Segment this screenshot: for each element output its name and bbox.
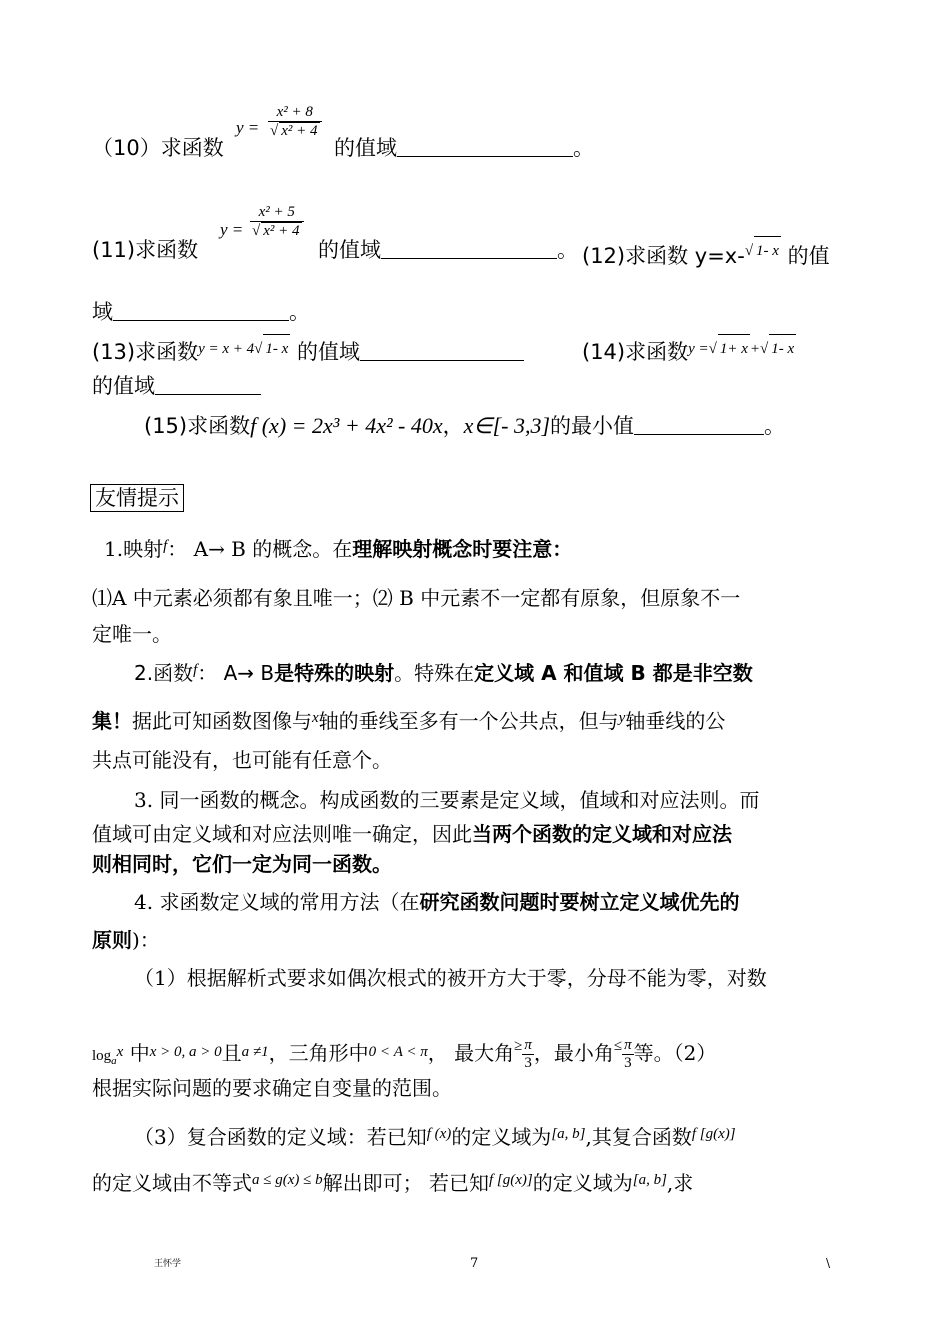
tip2-f: f — [193, 662, 198, 678]
ge-sign: ≥ — [514, 1038, 523, 1054]
q10-numerator: x² + 8 — [268, 104, 322, 122]
tip1-head: 1.映射 — [104, 537, 164, 561]
tip2-normal: 。特殊在 — [394, 661, 475, 685]
q15-formula: f (x) = 2x³ + 4x² - 40x — [250, 413, 443, 438]
q10-end: 。 — [573, 136, 594, 160]
tip2-line2-p3: 轴垂线的公 — [625, 709, 726, 733]
tip2-bold2: 定义域 A 和值域 B 都是非空数 — [474, 661, 753, 685]
tip2-line2-p2: 轴的垂线至多有一个公共点，但与 — [318, 709, 619, 733]
q15-domain: x∈[- 3,3] — [463, 413, 551, 438]
q14-label: (14)求函数 — [582, 340, 689, 364]
q10-blank[interactable] — [397, 136, 573, 157]
log-base: a — [111, 1055, 117, 1067]
q11-numerator: x² + 5 — [250, 204, 304, 222]
tips-title: 友情提示 — [90, 484, 184, 512]
question-10 — [92, 134, 224, 162]
q11-end: 。 — [557, 238, 578, 262]
question-12: (12)求函数 y=x-$^{√ 1- x}$ 的值 — [582, 236, 830, 270]
tip4-line1-normal: 4. 求函数定义域的常用方法（在 — [134, 890, 420, 914]
q11-lhs: y = — [220, 220, 244, 239]
tip4-p5 — [92, 1166, 693, 1197]
three-b: 3 — [624, 1055, 632, 1071]
q11-label: (11)求函数 — [92, 238, 199, 262]
q12-sqrt: 1- x — [754, 236, 781, 265]
tip4-cond: x > 0, a > 0 — [149, 1044, 222, 1060]
tip4-p5-t2: 解出即可； 若已知 — [322, 1171, 489, 1195]
three-a: 3 — [524, 1055, 532, 1071]
tip4-p3: 根据实际问题的要求确定自变量的范围。 — [92, 1076, 452, 1100]
q14-wrap: 的值域 — [92, 374, 155, 398]
tip4-qie: 且 — [221, 1041, 242, 1065]
tip4-line1 — [134, 888, 739, 916]
question-14: (14)求函数$^{y =√ 1+ x}$ $^{+√ 1- x}$ — [582, 334, 796, 366]
footer-mark: \ — [826, 1256, 831, 1270]
question-13: (13)求函数$^{y = x + 4√ 1- x}$ 的值域 — [92, 334, 524, 366]
tip4-p4-ab: [a, b] — [551, 1126, 586, 1142]
tip1-body-1: ⑴A 中元素必须都有象且唯一；⑵ B 中元素不一定都有原象，但原象不一 — [92, 586, 741, 610]
q15-label: (15)求函数 — [144, 414, 251, 438]
q12-blank[interactable] — [113, 300, 289, 321]
tip4-t1: ，三角形中 — [268, 1041, 369, 1065]
q11-denominator: x² + 4 — [263, 223, 300, 239]
q10-fraction: $\frac{\text{x² + 8}}{\text{√ x² + 4}}$ — [268, 104, 322, 140]
q11-blank[interactable] — [381, 238, 557, 259]
tip3-line2 — [92, 820, 732, 848]
tip4-p5-ab: [a, b] — [632, 1172, 667, 1188]
q11-tail-text: 的值域 — [318, 238, 381, 262]
q13-formula: y = x + 4 — [198, 341, 255, 357]
q15-blank[interactable] — [634, 414, 764, 435]
tip4-p2 — [92, 1032, 716, 1075]
tip4-p5-t3: 的定义域为 — [532, 1171, 633, 1195]
tip4-t2: ， 最大角 — [427, 1041, 515, 1065]
tip4-p4-t3: ,其复合函数 — [585, 1125, 692, 1149]
q13-label: (13)求函数 — [92, 340, 199, 364]
tip4-p5-ineq: a ≤ g(x) ≤ b — [252, 1172, 323, 1188]
q12-label: (12)求函数 y=x- — [582, 244, 745, 268]
tip4-t4: 等。（2） — [633, 1041, 717, 1065]
q14-formula: y = — [688, 341, 709, 357]
q12-end: 。 — [289, 300, 310, 324]
tip4-line2-end: )： — [132, 928, 160, 952]
tip3-line3: 则相同时，它们一定为同一函数。 — [92, 852, 392, 876]
q15-tail: 的最小值 — [550, 414, 635, 438]
tip1-line1 — [104, 532, 572, 563]
pi-over-3-b — [622, 1037, 634, 1072]
q14-sqrt2: 1- x — [769, 334, 796, 363]
q12-line2 — [92, 298, 310, 326]
tip2-line2-p1: 据此可知函数图像与 — [132, 709, 312, 733]
q15-end: 。 — [764, 414, 786, 438]
q10-tail — [334, 134, 594, 162]
q14-line2 — [92, 372, 261, 400]
q14-blank[interactable] — [155, 374, 261, 395]
tip2-line2 — [92, 704, 725, 735]
question-11 — [92, 236, 198, 264]
tip4-line2 — [92, 926, 160, 954]
q13-blank[interactable] — [360, 340, 524, 361]
question-15 — [144, 412, 785, 440]
q15-comma: ， — [442, 414, 464, 438]
log-text: log — [92, 1048, 112, 1064]
tip4-p4 — [134, 1120, 736, 1151]
q13-sqrt: 1- x — [263, 334, 290, 363]
tip4-p4-t2: 的定义域为 — [451, 1125, 552, 1149]
tip2-bold1: 是特殊的映射 — [274, 661, 395, 685]
footer-page-number: 7 — [470, 1256, 479, 1271]
q12-tail: 的值 — [787, 244, 830, 268]
tip4-line1-bold: 研究函数问题时要树立定义域优先的 — [419, 890, 740, 914]
q10-label: （10）求函数 — [92, 136, 224, 160]
tip3-line2-bold: 当两个函数的定义域和对应法 — [472, 822, 732, 846]
q14-plus: + — [749, 341, 761, 357]
tip4-line2-bold: 原则 — [92, 928, 132, 952]
tip4-p5-fgx: f [g(x)] — [488, 1172, 533, 1188]
tip4-p4-t1: （3）复合函数的定义域：若已知 — [134, 1125, 427, 1149]
tip4-p5-t1: 的定义域由不等式 — [92, 1171, 252, 1195]
log-arg: x — [116, 1044, 124, 1060]
tip2-map: ： A→ B — [197, 661, 275, 685]
tip4-cond3: 0 < A < π — [368, 1044, 428, 1060]
tip3-line1: 3. 同一函数的概念。构成函数的三要素是定义域，值域和对应法则。而 — [134, 788, 760, 812]
tip4-t3: ，最小角 — [533, 1041, 614, 1065]
tip2-line2-bold: 集！ — [92, 709, 132, 733]
tip4-zhong: 中 — [129, 1041, 150, 1065]
q13-tail: 的值域 — [297, 340, 360, 364]
tip2-head: 2.函数 — [134, 661, 194, 685]
tip4-p5-t4: ,求 — [666, 1171, 694, 1195]
tip2-line1 — [134, 656, 753, 687]
q11-tail — [318, 236, 578, 264]
tip4-p4-fgx: f [g(x)] — [691, 1126, 736, 1142]
q10-tail-text: 的值域 — [334, 136, 397, 160]
q11-fraction: $\frac{\text{x² + 5}}{\text{√ x² + 4}}$ — [250, 204, 304, 240]
le-sign: ≤ — [613, 1038, 623, 1054]
q12-wrap: 域 — [92, 300, 113, 324]
tip4-p1: （1）根据解析式要求如偶次根式的被开方大于零，分母不能为零，对数 — [134, 966, 767, 990]
tip1-emphasis: 理解映射概念时要注意： — [352, 537, 573, 561]
pi-a: π — [524, 1037, 532, 1053]
tip1-f: f — [163, 538, 168, 554]
tip2-x: x — [312, 710, 319, 726]
tip2-line3: 共点可能没有，也可能有任意个。 — [92, 748, 392, 772]
pi-b: π — [624, 1037, 632, 1053]
footer-author: 王怀学 — [154, 1259, 182, 1269]
tip1-body-2: 定唯一。 — [92, 622, 172, 646]
tip1-rest: ： A→ B 的概念。在 — [167, 537, 353, 561]
tip4-p4-fx: f (x) — [426, 1126, 452, 1142]
q10-denominator: x² + 4 — [281, 123, 318, 139]
tip4-cond2: a ≠1 — [241, 1044, 269, 1060]
q14-sqrt1: 1+ x — [718, 334, 750, 363]
tip3-line2-normal: 值域可由定义域和对应法则唯一确定，因此 — [92, 822, 472, 846]
tip2-y: y — [618, 710, 626, 726]
q10-lhs: y = — [236, 118, 260, 137]
pi-over-3-a — [522, 1037, 534, 1072]
